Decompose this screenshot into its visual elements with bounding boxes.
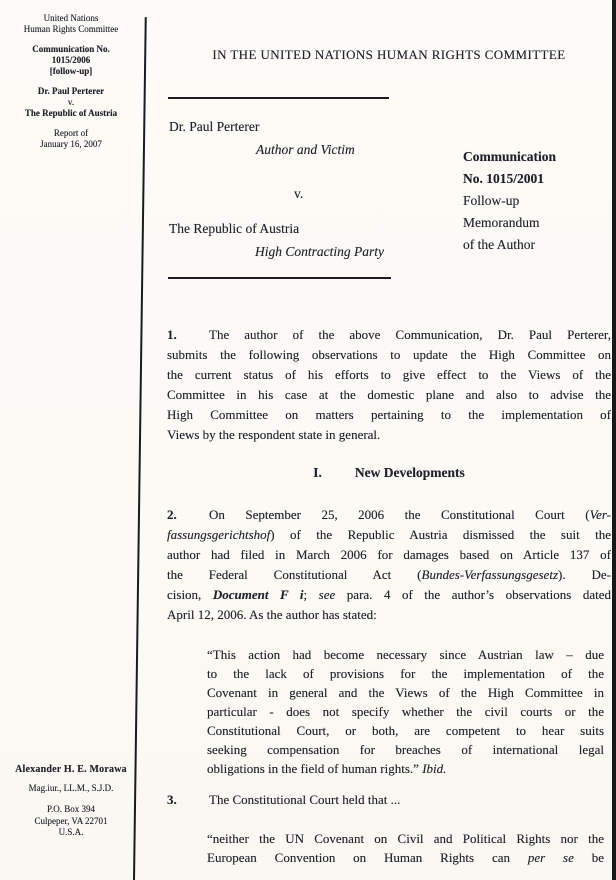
text-line: “neither the UN Covenant on Civil and Political Rights nor the xyxy=(207,831,604,846)
caption-respondent: The Republic of Austria xyxy=(169,221,300,236)
caption-versus: v. xyxy=(294,186,304,201)
paragraph-1 xyxy=(167,325,611,445)
text-line: Views by the respondent state in general. xyxy=(167,427,381,442)
text-line: submits the following observations to update the High Committee on xyxy=(167,347,611,362)
scan-edge-border xyxy=(612,0,616,880)
court-title: IN THE UNITED NATIONS HUMAN RIGHTS COMMITTEE xyxy=(212,47,566,62)
text-line: author had filed in March 2006 for damages based on Article 137 of xyxy=(167,547,611,562)
sidebar-line: Human Rights Committee xyxy=(23,24,119,34)
sidebar-block xyxy=(0,86,142,119)
text-line: Committee in his case at the domestic plane and also to advise the xyxy=(167,387,611,402)
text-line: European Convention on Human Rights can per se be xyxy=(207,850,604,865)
counsel-address xyxy=(0,804,142,839)
sidebar-line: v. xyxy=(67,97,75,107)
section-heading xyxy=(167,465,611,481)
sidebar-line: Report of xyxy=(53,128,89,138)
text-line: to the lack of provisions for the implementation of the xyxy=(207,666,604,681)
filing-reference-line: Memorandum xyxy=(463,215,540,230)
sidebar-line: United Nations xyxy=(43,13,99,23)
sidebar-line: Dr. Paul Perterer xyxy=(37,86,105,96)
text-line: the Federal Constitutional Act (Bundes-Verfassungsgesetz). De- xyxy=(167,567,611,582)
paragraph-3 xyxy=(167,790,611,810)
paragraph-2 xyxy=(167,505,611,625)
filing-reference-line: No. 1015/2001 xyxy=(463,171,544,186)
quotation-2 xyxy=(207,829,604,867)
sidebar-line: The Republic of Austria xyxy=(24,108,118,118)
sidebar-line: Communication No. xyxy=(32,44,110,54)
text-line: cision, Document F i; see para. 4 of the author’s observations dated xyxy=(167,587,611,602)
sidebar-block xyxy=(0,13,142,35)
text-line: particular - does not specify whether the civil courts or the xyxy=(207,704,604,719)
text-line: 2. On September 25, 2006 the Constitutional Court (Ver- xyxy=(167,507,611,522)
caption-petitioner-role: Author and Victim xyxy=(256,142,355,157)
divider-under-caption xyxy=(168,277,391,279)
address-line: Culpeper, VA 22701 xyxy=(34,815,108,826)
text-line: High Committee on matters pertaining to the implementation of xyxy=(167,407,611,422)
counsel-credentials: Mag.iur., LL.M., S.J.D. xyxy=(28,783,114,793)
filing-reference-line: of the Author xyxy=(463,237,535,252)
sidebar-line: [follow-up] xyxy=(49,66,93,76)
text-line: obligations in the field of human rights.” Ibid. xyxy=(207,761,447,776)
caption-respondent-role: High Contracting Party xyxy=(255,244,384,259)
text-line: April 12, 2006. As the author has stated: xyxy=(167,607,377,622)
text-line: 3. The Constitutional Court held that ... xyxy=(167,792,401,807)
sidebar-case-header xyxy=(0,13,142,159)
sidebar-line: January 16, 2007 xyxy=(40,139,102,149)
filing-reference-line: Follow-up xyxy=(463,193,520,208)
address-line: P.O. Box 394 xyxy=(46,804,95,814)
text-line: Constitutional Court, or both, are competent to hear suits xyxy=(207,723,604,738)
text-line: fassungsgerichtshof) of the Republic Austria dismissed the suit the xyxy=(167,527,611,542)
sidebar-block xyxy=(0,128,142,150)
address-line: U.S.A. xyxy=(58,827,84,837)
text-line: 1. The author of the above Communication, Dr. Paul Perterer, xyxy=(167,327,611,342)
caption-filing-reference xyxy=(463,146,556,256)
section-heading-title: New Developments xyxy=(354,465,465,480)
sidebar-counsel xyxy=(0,764,142,839)
text-line: the current status of his efforts to give effect to the Views of the xyxy=(167,367,611,382)
caption-petitioner: Dr. Paul Perterer xyxy=(169,119,260,134)
divider-under-title xyxy=(168,97,389,99)
text-line: Covenant in general and the Views of the High Committee in xyxy=(207,685,604,700)
text-line: “This action had become necessary since Austrian law – due xyxy=(207,647,604,662)
section-heading-numeral: I. xyxy=(313,465,322,480)
sidebar-block xyxy=(0,44,142,77)
filing-reference-line: Communication xyxy=(463,149,557,164)
text-line: seeking compensation for breaches of international legal xyxy=(207,742,604,757)
sidebar-line: 1015/2006 xyxy=(51,55,91,65)
counsel-name: Alexander H. E. Morawa xyxy=(15,764,127,775)
quotation-1 xyxy=(207,645,604,778)
